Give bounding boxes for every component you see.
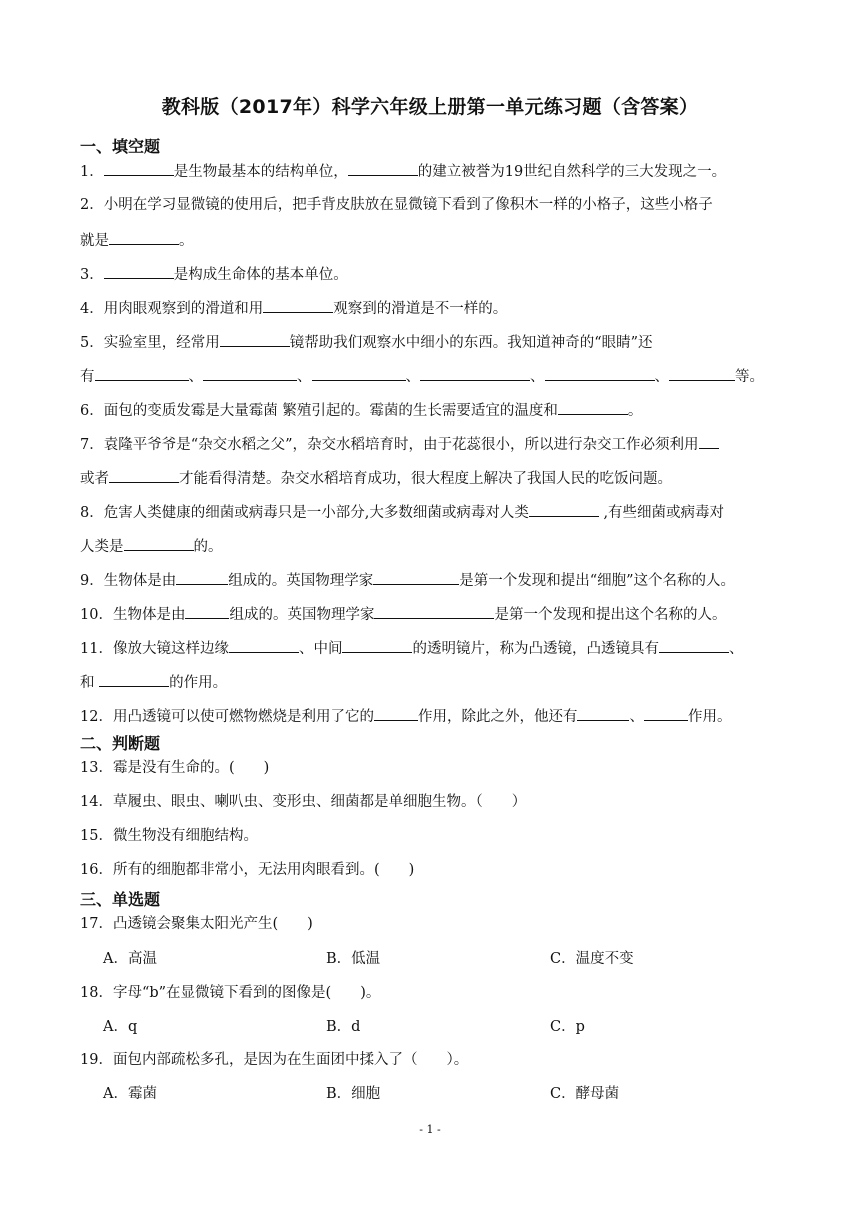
question-5 bbox=[80, 331, 795, 353]
question-5-cont bbox=[80, 365, 795, 387]
option-a[interactable]: A．霉菌 bbox=[103, 1086, 157, 1102]
question-text: 凸透镜会聚集太阳光产生( ) bbox=[112, 916, 313, 932]
question-number: 8． bbox=[80, 505, 104, 521]
question-number: 11． bbox=[80, 641, 113, 657]
question-number: 7． bbox=[80, 437, 104, 453]
question-2 bbox=[80, 195, 795, 215]
answer-blank[interactable] bbox=[176, 569, 228, 585]
answer-blank[interactable] bbox=[669, 365, 735, 381]
question-text: 的作用。 bbox=[169, 675, 228, 691]
question-text: 等。 bbox=[735, 369, 764, 385]
question-8 bbox=[80, 501, 795, 523]
question-8-cont bbox=[80, 535, 795, 557]
question-text: 或者 bbox=[80, 471, 109, 487]
question-2-cont bbox=[80, 229, 795, 251]
question-text: 、 bbox=[629, 709, 644, 725]
answer-blank[interactable] bbox=[104, 263, 174, 279]
question-text: 是第一个发现和提出“细胞”这个名称的人。 bbox=[459, 573, 736, 589]
question-text: 像放大镜这样边缘 bbox=[112, 641, 229, 657]
answer-blank[interactable] bbox=[220, 331, 290, 347]
question-number: 12． bbox=[80, 709, 113, 725]
question-text: 的透明镜片，称为凸透镜，凸透镜具有 bbox=[412, 641, 659, 657]
question-4 bbox=[80, 297, 795, 319]
question-number: 4． bbox=[80, 301, 104, 317]
section-heading-true-false: 二、判断题 bbox=[80, 734, 161, 753]
answer-blank[interactable] bbox=[699, 433, 719, 449]
question-text: ,有些细菌或病毒对 bbox=[598, 505, 725, 521]
question-number: 6． bbox=[80, 403, 104, 419]
question-7 bbox=[80, 433, 795, 455]
question-text: 用肉眼观察到的滑道和用 bbox=[103, 301, 264, 317]
question-14 bbox=[80, 792, 795, 812]
question-11 bbox=[80, 637, 795, 659]
question-text: 作用。 bbox=[687, 709, 732, 725]
answer-blank[interactable] bbox=[420, 365, 530, 381]
answer-blank[interactable] bbox=[374, 705, 418, 721]
option-b[interactable]: B．d bbox=[326, 1019, 361, 1035]
question-11-cont bbox=[80, 671, 795, 693]
question-15 bbox=[80, 826, 795, 846]
option-a[interactable]: A．q bbox=[103, 1019, 138, 1035]
question-text: 是第一个发现和提出这个名称的人。 bbox=[494, 607, 727, 623]
question-17 bbox=[80, 914, 795, 934]
question-text: 镜帮助我们观察水中细小的东西。我知道神奇的“眼睛”还 bbox=[289, 335, 653, 351]
option-c[interactable]: C．酵母菌 bbox=[550, 1086, 620, 1102]
question-text: 小明在学习显微镜的使用后，把手背皮肤放在显微镜下看到了像积木一样的小格子，这些小格子 bbox=[103, 197, 713, 213]
answer-blank[interactable] bbox=[99, 671, 169, 687]
question-text: 才能看得清楚。杂交水稻培育成功，很大程度上解决了我国人民的吃饭问题。 bbox=[179, 471, 672, 487]
answer-blank[interactable] bbox=[529, 501, 599, 517]
question-text: 是生物最基本的结构单位， bbox=[173, 164, 348, 180]
question-text: 生物体是由 bbox=[103, 573, 177, 589]
answer-blank[interactable] bbox=[644, 705, 688, 721]
page-number: - 1 - bbox=[419, 1123, 441, 1136]
question-number: 19． bbox=[80, 1052, 113, 1068]
answer-blank[interactable] bbox=[109, 467, 179, 483]
question-number: 10． bbox=[80, 607, 113, 623]
option-b[interactable]: B．细胞 bbox=[326, 1086, 381, 1102]
question-text: 实验室里，经常用 bbox=[103, 335, 220, 351]
question-7-cont bbox=[80, 467, 795, 489]
question-text: 霉是没有生命的。( ) bbox=[112, 760, 270, 776]
question-text: 的。 bbox=[193, 539, 223, 555]
question-10 bbox=[80, 603, 795, 625]
question-number: 2． bbox=[80, 197, 104, 213]
answer-blank[interactable] bbox=[263, 297, 333, 313]
question-text: 面包内部疏松多孔，是因为在生面团中揉入了（ ）。 bbox=[112, 1052, 469, 1068]
question-text: 。 bbox=[179, 233, 194, 249]
question-text: 、 bbox=[728, 641, 744, 657]
question-19 bbox=[80, 1050, 795, 1070]
question-number: 3． bbox=[80, 267, 104, 283]
question-1 bbox=[80, 160, 795, 182]
separator: 、 bbox=[530, 369, 545, 385]
question-number: 1． bbox=[80, 164, 104, 180]
answer-blank[interactable] bbox=[348, 160, 418, 176]
question-text: 生物体是由 bbox=[112, 607, 186, 623]
answer-blank[interactable] bbox=[374, 603, 494, 619]
separator: 、 bbox=[405, 369, 420, 385]
question-text: 作用，除此之外，他还有 bbox=[417, 709, 578, 725]
document-title: 教科版（2017年）科学六年级上册第一单元练习题（含答案） bbox=[161, 96, 699, 118]
question-text: 人类是 bbox=[80, 539, 124, 555]
answer-blank[interactable] bbox=[659, 637, 729, 653]
answer-blank[interactable] bbox=[312, 365, 406, 381]
separator: 、 bbox=[654, 369, 669, 385]
option-a[interactable]: A．高温 bbox=[103, 951, 157, 967]
question-18 bbox=[80, 983, 795, 1003]
answer-blank[interactable] bbox=[203, 365, 297, 381]
question-text: 用凸透镜可以使可燃物燃烧是利用了它的 bbox=[112, 709, 374, 725]
separator: 、 bbox=[188, 369, 203, 385]
question-text: 就是 bbox=[80, 233, 109, 249]
answer-blank[interactable] bbox=[342, 637, 412, 653]
question-text: 观察到的滑道是不一样的。 bbox=[333, 301, 508, 317]
question-text: 微生物没有细胞结构。 bbox=[112, 828, 258, 844]
question-text: 是构成生命体的基本单位。 bbox=[173, 267, 348, 283]
question-number: 5． bbox=[80, 335, 104, 351]
answer-blank[interactable] bbox=[124, 535, 194, 551]
question-text: 字母“b”在显微镜下看到的图像是( )。 bbox=[112, 985, 381, 1001]
answer-blank[interactable] bbox=[577, 705, 629, 721]
question-text: 和 bbox=[80, 675, 100, 691]
answer-blank[interactable] bbox=[373, 569, 459, 585]
answer-blank[interactable] bbox=[95, 365, 189, 381]
question-text: 、中间 bbox=[298, 641, 343, 657]
option-c[interactable]: C．温度不变 bbox=[550, 951, 634, 967]
answer-blank[interactable] bbox=[545, 365, 655, 381]
question-9 bbox=[80, 569, 795, 591]
option-c[interactable]: C．p bbox=[550, 1019, 585, 1035]
question-number: 18． bbox=[80, 985, 113, 1001]
question-text: 所有的细胞都非常小，无法用肉眼看到。( ) bbox=[112, 862, 415, 878]
question-text: 草履虫、眼虫、喇叭虫、变形虫、细菌都是单细胞生物。（ ） bbox=[112, 794, 527, 810]
question-number: 15． bbox=[80, 828, 113, 844]
question-3 bbox=[80, 263, 795, 285]
question-text: 组成的。英国物理学家 bbox=[229, 607, 375, 623]
question-number: 14． bbox=[80, 794, 113, 810]
answer-blank[interactable] bbox=[109, 229, 179, 245]
question-6 bbox=[80, 399, 795, 421]
question-16 bbox=[80, 860, 795, 880]
question-text: 组成的。英国物理学家 bbox=[228, 573, 374, 589]
question-text: 面包的变质发霉是大量霉菌 繁殖引起的。霉菌的生长需要适宜的温度和 bbox=[103, 403, 558, 419]
answer-blank[interactable] bbox=[229, 637, 299, 653]
question-12 bbox=[80, 705, 795, 727]
question-text: 。 bbox=[627, 403, 643, 419]
question-text: 袁隆平爷爷是“杂交水稻之父”，杂交水稻培育时，由于花蕊很小，所以进行杂交工作必须利用 bbox=[103, 437, 699, 453]
question-number: 17． bbox=[80, 916, 113, 932]
question-number: 13． bbox=[80, 760, 113, 776]
answer-blank[interactable] bbox=[185, 603, 229, 619]
answer-blank[interactable] bbox=[104, 160, 174, 176]
question-text: 有 bbox=[80, 369, 95, 385]
section-heading-single-choice: 三、单选题 bbox=[80, 890, 161, 909]
separator: 、 bbox=[297, 369, 312, 385]
section-heading-fill-blank: 一、填空题 bbox=[80, 137, 161, 156]
question-number: 16． bbox=[80, 862, 113, 878]
question-number: 9． bbox=[80, 573, 104, 589]
question-text: 危害人类健康的细菌或病毒只是一小部分,大多数细菌或病毒对人类 bbox=[103, 505, 529, 521]
answer-blank[interactable] bbox=[558, 399, 628, 415]
question-text: 的建立被誉为19世纪自然科学的三大发现之一。 bbox=[417, 164, 727, 180]
option-b[interactable]: B．低温 bbox=[326, 951, 381, 967]
question-13 bbox=[80, 758, 795, 778]
